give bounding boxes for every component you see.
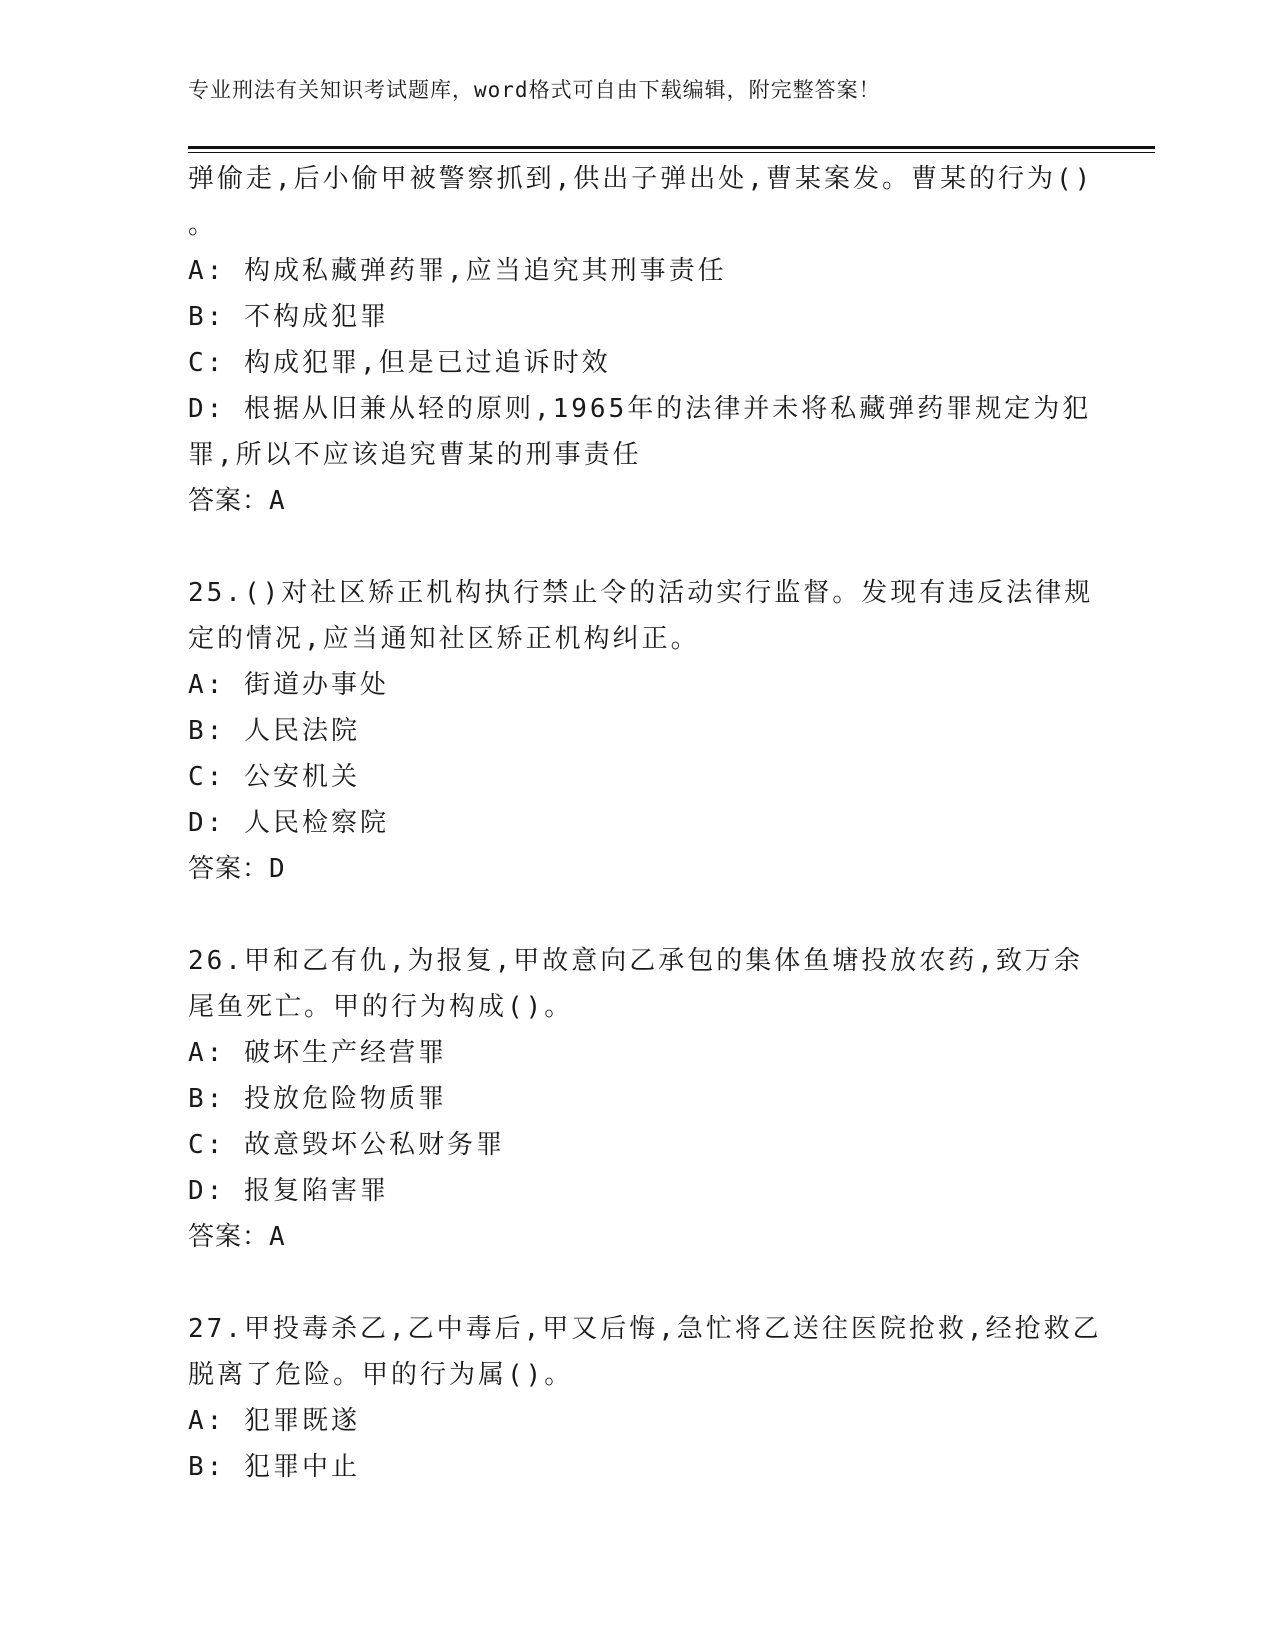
answer-label: 答案： <box>188 854 270 884</box>
page-header: 专业刑法有关知识考试题库，word格式可自由下载编辑，附完整答案！ <box>188 78 881 102</box>
question-26 <box>188 938 1088 1260</box>
question-content <box>188 156 1102 1490</box>
option-d: D: 报复陷害罪 <box>188 1176 389 1206</box>
question-stem-line: 25.()对社区矫正机构执行禁止令的活动实行监督。发现有违反法律规 <box>188 578 1094 608</box>
question-stem-line: 定的情况,应当通知社区矫正机构纠正。 <box>188 624 700 654</box>
header-rule-thin <box>188 152 1155 153</box>
question-stem-line: 弹偷走,后小偷甲被警察抓到,供出子弹出处,曹某案发。曹某的行为() <box>188 164 1094 194</box>
option-c: C: 公安机关 <box>188 762 360 792</box>
option-b: B: 不构成犯罪 <box>188 302 389 332</box>
question-27 <box>188 1306 1102 1490</box>
option-b: B: 犯罪中止 <box>188 1452 360 1482</box>
question-spacer <box>188 1260 1088 1306</box>
question-stem-line: 尾鱼死亡。甲的行为构成()。 <box>188 992 574 1022</box>
question-stem-line: 。 <box>188 210 218 240</box>
header-rule-thick <box>188 146 1155 149</box>
option-d-continued: 罪,所以不应该追究曹某的刑事责任 <box>188 440 642 470</box>
answer-value: D <box>269 854 286 884</box>
question-stem-line: 27.甲投毒杀乙,乙中毒后,甲又后悔,急忙将乙送往医院抢救,经抢救乙 <box>188 1314 1102 1344</box>
answer-line <box>188 478 1088 524</box>
answer-line <box>188 846 1088 892</box>
option-d: D: 根据从旧兼从轻的原则,1965年的法律并未将私藏弹药罪规定为犯 <box>188 394 1092 424</box>
answer-label: 答案： <box>188 1222 270 1252</box>
question-spacer <box>188 892 1088 938</box>
answer-line <box>188 1214 1088 1260</box>
answer-label: 答案： <box>188 486 270 516</box>
answer-value: A <box>269 1222 286 1252</box>
question-stem-line: 脱离了危险。甲的行为属()。 <box>188 1360 574 1390</box>
option-b: B: 投放危险物质罪 <box>188 1084 447 1114</box>
option-c: C: 故意毁坏公私财务罪 <box>188 1130 505 1160</box>
option-a: A: 构成私藏弹药罪,应当追究其刑事责任 <box>188 256 727 286</box>
option-c: C: 构成犯罪,但是已过追诉时效 <box>188 348 611 378</box>
question-24 <box>188 156 1094 524</box>
option-d: D: 人民检察院 <box>188 808 389 838</box>
answer-value: A <box>269 486 286 516</box>
question-25 <box>188 570 1094 892</box>
option-b: B: 人民法院 <box>188 716 360 746</box>
option-a: A: 街道办事处 <box>188 670 389 700</box>
option-a: A: 破坏生产经营罪 <box>188 1038 447 1068</box>
option-a: A: 犯罪既遂 <box>188 1406 360 1436</box>
question-stem-line: 26.甲和乙有仇,为报复,甲故意向乙承包的集体鱼塘投放农药,致万余 <box>188 946 1083 976</box>
question-spacer <box>188 524 1088 570</box>
